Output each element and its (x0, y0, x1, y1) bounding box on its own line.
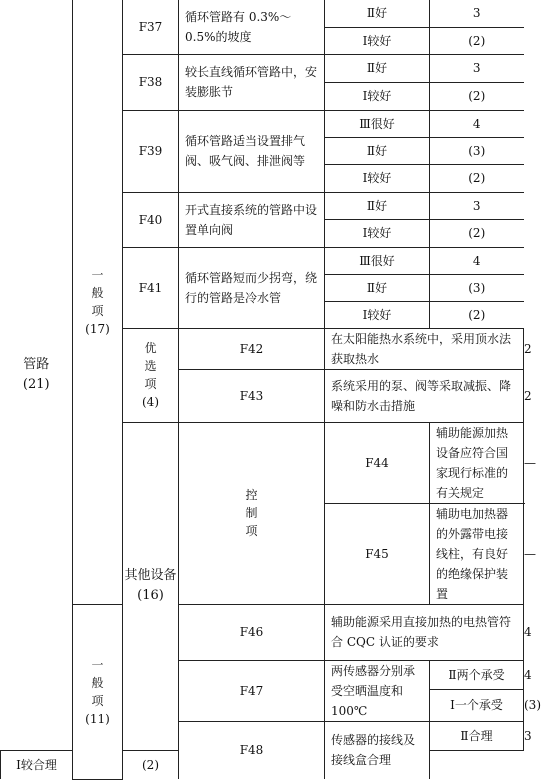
grade-label: Ⅱ好 (325, 274, 430, 301)
item-code: F48 (179, 721, 325, 779)
category-pipeline (1, 0, 73, 750)
item-code: F47 (179, 660, 325, 721)
grade-score: (2) (123, 750, 179, 779)
grade-label: Ⅰ一个承受 (430, 690, 524, 721)
grade-label: Ⅱ好 (325, 192, 430, 219)
category-other-equipment (123, 422, 179, 750)
item-code: F39 (123, 110, 179, 192)
item-description: 系统采用的泵、阀等采取减振、降噪和防水击措施 (325, 369, 524, 422)
grade-score: (3) (430, 137, 524, 164)
item-code: F43 (179, 369, 325, 422)
evaluation-table: 管路 (21) 一 般 项 (17) F37 循环管路有 0.3%～0.5%的坡度 Ⅱ好 3 Ⅰ较好 (2) F38 较长直线循环管路中，安装膨胀节 Ⅱ好 3 Ⅰ较好 (2) F39 循环管路适当设置排气阀、吸气阀、排泄阀等 Ⅲ很好 4 Ⅱ好 (3) Ⅰ较好 (2) F40 开式直接系统的管路中设置单向阀 Ⅱ好 3 Ⅰ较好 (2) F41 循环管路短而少拐弯，绕行的管路是冷水管 Ⅲ很好 4 Ⅱ好 (3) Ⅰ较好 (2) 优 选 项 (4) F42 在太阳能热水系统中，采用顶水法获取热水 2 F43 系统采用的泵、阀等采取减振、降噪和防水击措施 2 其他设备 (16) 控 制 项 F44 辅助能源加热设备应符合国家现行标准的有关规定 — F45 辅助电加热器的外露带电接线柱，有良好的绝缘保护装置 — 一 般 项 (11) F46 辅助能源采用直接加热的电热管符合 CQC 认证的要求 4 F47 两传感器分别承受空晒温度和 100℃ Ⅱ两个承受 4 Ⅰ一个承受 (3) F48 传感器的接线及接线盒合理 Ⅱ合理 3 Ⅰ较合理 (2) (0, 0, 524, 780)
subgroup-count: (4) (142, 395, 159, 409)
item-code: F41 (123, 247, 179, 328)
item-description: 循环管路适当设置排气阀、吸气阀、排泄阀等 (179, 110, 325, 192)
grade-label: Ⅱ好 (325, 0, 430, 27)
grade-score: (3) (430, 274, 524, 301)
subgroup-general-1 (73, 0, 123, 604)
subgroup-count: (17) (85, 321, 110, 336)
grade-score: 4 (430, 247, 524, 274)
grade-label: Ⅰ较好 (325, 27, 430, 54)
grade-score: (2) (430, 301, 524, 328)
grade-label: Ⅱ两个承受 (430, 660, 524, 690)
category-count: (21) (22, 376, 50, 392)
grade-score: (2) (430, 27, 524, 54)
grade-score: 3 (430, 0, 524, 27)
item-description: 开式直接系统的管路中设置单向阀 (179, 192, 325, 247)
subgroup-label: 一 般 项 (91, 657, 104, 708)
subgroup-label: 优 选 项 (144, 341, 157, 391)
grade-score: 3 (430, 192, 524, 219)
grade-score: (2) (430, 219, 524, 247)
grade-label: Ⅱ合理 (430, 721, 524, 750)
item-description: 循环管路短而少拐弯，绕行的管路是冷水管 (179, 247, 325, 328)
subgroup-preferred (123, 328, 179, 422)
item-code: F37 (123, 0, 179, 54)
item-description: 辅助能源加热设备应符合国家现行标准的有关规定 (430, 422, 524, 503)
category-name: 管路 (23, 356, 50, 372)
item-code: F42 (179, 328, 325, 369)
item-description: 较长直线循环管路中，安装膨胀节 (179, 54, 325, 110)
grade-score: 3 (430, 54, 524, 82)
category-count: (16) (137, 588, 164, 603)
item-code: F44 (325, 422, 430, 503)
grade-label: Ⅰ较好 (325, 219, 430, 247)
item-description: 循环管路有 0.3%～0.5%的坡度 (179, 0, 325, 54)
grade-label: Ⅱ好 (325, 137, 430, 164)
item-code: F46 (179, 604, 325, 660)
item-description: 辅助电加热器的外露带电接线柱，有良好的绝缘保护装置 (430, 503, 524, 604)
grade-label: Ⅰ较好 (325, 82, 430, 110)
item-description: 在太阳能热水系统中，采用顶水法获取热水 (325, 328, 524, 369)
item-code: F40 (123, 192, 179, 247)
grade-score: (2) (430, 82, 524, 110)
grade-label: Ⅱ好 (325, 54, 430, 82)
grade-label: Ⅲ很好 (325, 110, 430, 137)
grade-label: Ⅰ较合理 (1, 750, 73, 779)
grade-score: (2) (430, 164, 524, 192)
subgroup-label: 一 般 项 (91, 267, 104, 318)
subgroup-general-2 (73, 604, 123, 779)
category-name: 其他设备 (124, 568, 177, 583)
subgroup-label: 控 制 项 (245, 488, 258, 538)
item-description: 两传感器分别承受空晒温度和 100℃ (325, 660, 430, 721)
subgroup-control (179, 422, 325, 604)
subgroup-count: (11) (85, 711, 110, 726)
item-description: 辅助能源采用直接加热的电热管符合 CQC 认证的要求 (325, 604, 524, 660)
item-description: 传感器的接线及接线盒合理 (325, 721, 430, 779)
grade-label: Ⅲ很好 (325, 247, 430, 274)
grade-label: Ⅰ较好 (325, 301, 430, 328)
grade-score: 4 (430, 110, 524, 137)
grade-label: Ⅰ较好 (325, 164, 430, 192)
item-code: F38 (123, 54, 179, 110)
item-code: F45 (325, 503, 430, 604)
